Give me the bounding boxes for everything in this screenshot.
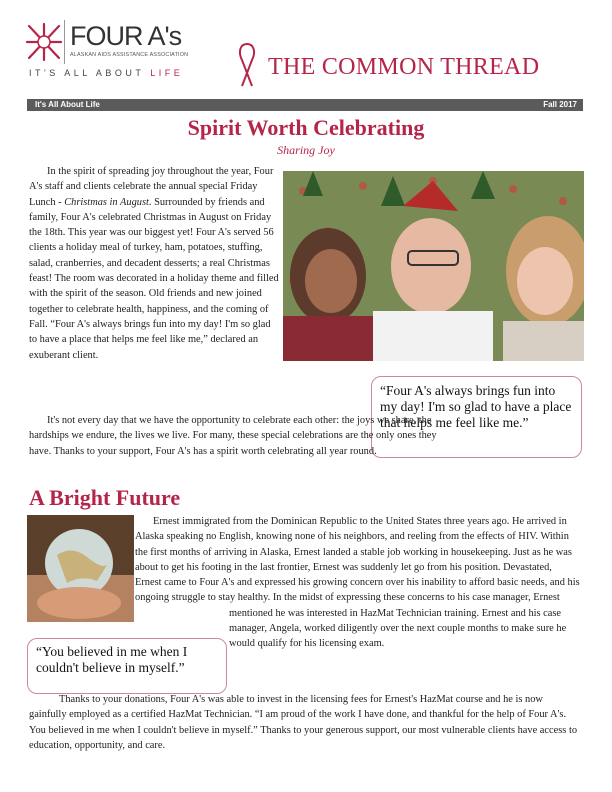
logo-divider — [64, 20, 65, 64]
logo-subtitle: ALASKAN AIDS ASSISTANCE ASSOCIATION — [70, 52, 189, 58]
header-bar — [27, 99, 583, 111]
holiday-photo — [283, 171, 584, 361]
wrap-spacer — [27, 514, 135, 621]
pull-quote: “Four A's always brings fun into my day! I'm so glad to have a place that helps me feel like me.” — [380, 383, 572, 430]
event-name: Christmas in August — [64, 196, 149, 208]
logo-name: FOUR A's — [70, 21, 182, 51]
article-subtitle: Sharing Joy — [277, 143, 335, 157]
tagline-right: LIFE — [150, 68, 184, 78]
article-title-2: A Bright Future — [29, 485, 181, 510]
four-a-logo-icon — [25, 22, 63, 62]
newsletter-title: THE COMMON THREAD — [268, 54, 540, 80]
article-title: Spirit Worth Celebrating — [187, 115, 425, 140]
article2-paragraph-2: Thanks to your donations, Four A's was able to invest in the licensing fees for Ernest's HazMat course and he is now gainfully employed as a certified HazMat Technician. “I am proud of the work I have done, and thankful for the help of Four A's. You believed in me when I couldn't believe in myself.” Thanks to your generous support, our most vulnerable clients have access to education, opportunity, and care. — [29, 694, 578, 751]
tagline-left: IT'S ALL ABOUT — [29, 68, 145, 78]
pull-quote-2: “You believed in me when I couldn't believe in myself.” — [36, 644, 188, 675]
article-paragraph-2: It's not every day that we have the opportunity to celebrate each other: the joys we share, the hardships we endure, the lives we live. For many, these special celebrations are the only ones they have. Thanks to your support, Four A's has a spirit worth celebrating all year round. — [29, 415, 437, 457]
tagline — [29, 68, 183, 78]
pull-quote-box-2 — [27, 638, 227, 694]
bar-tagline: It's All About Life — [35, 100, 100, 109]
issue-date: Fall 2017 — [543, 100, 577, 109]
aids-ribbon-icon — [230, 40, 264, 90]
article2-paragraph: Ernest immigrated from the Dominican Republic to the United States three years ago. He arrived in Alaska speaking no English, knowing none of his neighbors, and reeling from the effects of HIV. Within the first months of arriving in Alaska, Ernest landed a stable job working in housekeeping. Just as he was about to get his footing in the last frontier, Ernest was suddenly let go from his position. Devastated, Ernest came to Four A's and expressed his growing concern over his inability to afford basic needs, and his ongoing struggle to stay healthy. In the midst of expressing these concerns to his case manager, Ernest mentioned he was interested in HazMat Technician training. Ernest and his case manager, Angela, worked diligently over the next couple months to make sure he would qualify for his licensing exam. — [135, 516, 580, 650]
article-paragraph: In the spirit of spreading joy throughout the year, Four A's staff and clients celebrate the annual special Friday Lunch - Christmas in August. Surrounded by friends and family, Four A's celebrated Christmas in August on Friday the 18th. This year was our biggest yet! Four A's served 56 clients a holiday meal of turkey, ham, potatoes, stuffing, salad, cranberries, and decadent desserts; a real Christmas feast! The room was decorated in a holiday theme and filled with the spirit of the season. Old friends and new joined together to celebrate health, happiness, and the coming of Fall. “Four A's always brings fun into my day! I'm so glad to have a place that helps me feel like me,” declared an exuberant client. — [29, 166, 279, 361]
